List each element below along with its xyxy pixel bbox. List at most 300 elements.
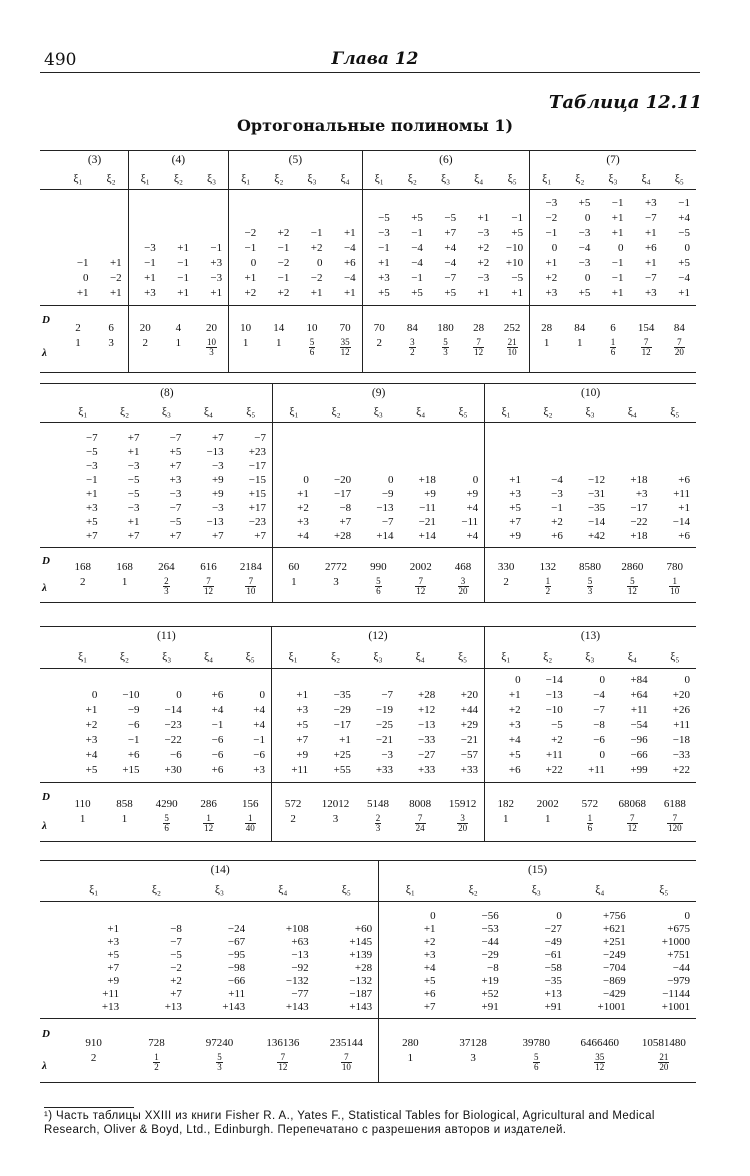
polynomial-value: +7 [296, 734, 309, 746]
polynomial-value: −13 [206, 516, 224, 528]
polynomial-value: +11 [673, 488, 690, 500]
table-panel [40, 860, 696, 1083]
polynomial-value: −2 [244, 227, 257, 239]
polynomial-value: −92 [291, 962, 309, 974]
polynomial-value: +3 [509, 488, 522, 500]
polynomial-value: +5 [508, 749, 521, 761]
lambda-value: 3 [314, 812, 357, 842]
polynomial-value: +108 [285, 923, 309, 935]
polynomial-value: +9 [296, 749, 309, 761]
column-header: ξ₃ [307, 172, 317, 185]
column-header: ξ₁ [272, 647, 315, 669]
polynomial-value: −3 [210, 272, 223, 284]
row-label-blank [40, 880, 62, 902]
polynomial-value: +30 [164, 764, 182, 776]
polynomial-value: +11 [673, 719, 690, 731]
sum-of-squares-value: 286 [188, 783, 230, 812]
polynomial-value: −98 [227, 962, 246, 974]
group-label: (4) [128, 151, 228, 170]
group-label: (7) [530, 151, 696, 170]
sum-of-squares-value: 6 [596, 306, 629, 336]
polynomial-value: +1 [611, 227, 624, 239]
group-label: (14) [62, 861, 378, 880]
column-header: ξ₂ [543, 650, 553, 663]
polynomial-value: −7 [381, 689, 394, 701]
lambda-value: $\frac{7}{12}$ [630, 336, 663, 373]
polynomial-value: −6 [211, 734, 224, 746]
sum-of-squares-value: 84 [563, 306, 596, 336]
polynomial-value: +1 [85, 704, 98, 716]
sum-of-squares-value: 572 [569, 783, 611, 812]
sum-of-squares-value: 10 [229, 306, 263, 336]
polynomial-value: −1 [611, 272, 624, 284]
polynomial-value: +12 [418, 704, 436, 716]
polynomial-value: −29 [481, 949, 499, 961]
polynomial-value: +9 [424, 488, 436, 500]
polynomial-value: −12 [587, 474, 606, 486]
column-header: ξ₂ [575, 172, 585, 185]
column-header: ξ₅ [670, 650, 680, 663]
value-column [329, 190, 363, 306]
column-header: ξ₃ [206, 172, 217, 185]
polynomial-value: −58 [544, 962, 562, 974]
polynomial-value: +91 [481, 1001, 499, 1013]
polynomial-value: −13 [418, 719, 436, 731]
lambda-value: $\frac{7}{12}$ [400, 575, 442, 603]
polynomial-value: −7 [169, 502, 182, 514]
polynomial-value: +2 [477, 242, 490, 254]
polynomial-value: +251 [603, 936, 626, 948]
polynomial-value: +1 [109, 287, 122, 299]
polynomial-value: −54 [630, 719, 648, 731]
polynomial-value: −13 [291, 949, 309, 961]
row-label-blank [40, 170, 61, 190]
polynomial-value: −15 [248, 474, 267, 486]
sum-of-squares-value: 728 [125, 1019, 188, 1051]
polynomial-value: −3 [211, 502, 224, 514]
polynomial-value: 0 [388, 474, 394, 486]
column-header: ξ₅ [674, 172, 684, 185]
sum-of-squares-value: 2860 [611, 548, 653, 575]
polynomial-value: 0 [317, 257, 323, 269]
row-label-lambda: λ [40, 812, 62, 842]
row-label-blank [40, 861, 62, 880]
polynomial-value: −35 [544, 975, 562, 987]
value-column [146, 423, 188, 548]
polynomial-value: +5 [107, 949, 120, 961]
value-column [400, 423, 442, 548]
polynomial-value: −7 [644, 272, 657, 284]
polynomial-value: +55 [333, 764, 351, 776]
polynomial-value: +3 [378, 272, 390, 284]
value-column [442, 902, 505, 1019]
column-header: ξ₂ [119, 650, 130, 663]
polynomial-value: 0 [684, 674, 690, 686]
lambda-value: $\frac{2}{3}$ [357, 812, 399, 842]
column-header: ξ₂ [331, 405, 341, 418]
column-header: ξ₄ [415, 650, 425, 663]
value-column [62, 902, 125, 1019]
polynomial-value: −1 [310, 227, 323, 239]
polynomial-value: −1 [511, 212, 524, 224]
column-header: ξ₂ [468, 883, 478, 896]
polynomial-value: −3 [477, 272, 490, 284]
polynomial-value: +63 [291, 936, 309, 948]
polynomial-value: −5 [127, 474, 140, 486]
polynomial-value: −19 [375, 704, 394, 716]
polynomial-value: −187 [349, 988, 373, 1000]
lambda-value: $\frac{5}{6}$ [505, 1051, 568, 1083]
polynomial-value: +2 [170, 975, 182, 987]
polynomial-value: +99 [630, 764, 648, 776]
sum-of-squares-value: 110 [62, 783, 104, 812]
polynomial-value: +11 [546, 749, 563, 761]
polynomial-value: +1 [76, 287, 89, 299]
sum-of-squares-value: 84 [663, 306, 696, 336]
row-label-d: D [40, 1019, 62, 1051]
value-column [379, 902, 442, 1019]
column-header: ξ₁ [362, 170, 396, 190]
lambda-value: 1 [273, 575, 315, 603]
value-column [630, 190, 663, 306]
polynomial-value: −17 [248, 460, 267, 472]
polynomial-value: −13 [545, 689, 563, 701]
polynomial-value: +3 [210, 257, 223, 269]
polynomial-value: +7 [127, 432, 140, 444]
polynomial-value: +6 [678, 474, 690, 486]
lambda-value: 1 [103, 812, 145, 842]
polynomial-value: +6 [508, 764, 521, 776]
lambda-value: $\frac{1}{40}$ [229, 812, 271, 842]
column-header: ξ₄ [416, 405, 426, 418]
value-column [95, 190, 129, 306]
polynomial-value: −1 [277, 242, 290, 254]
polynomial-value: +621 [603, 923, 626, 935]
polynomial-value: +14 [376, 530, 394, 542]
polynomial-value: +2 [477, 257, 490, 269]
polynomial-value: −53 [481, 923, 499, 935]
polynomial-value: −1 [177, 257, 189, 269]
sum-of-squares-value: 252 [495, 306, 529, 336]
polynomial-value: −66 [630, 749, 648, 761]
lambda-value: $\frac{1}{2}$ [527, 575, 569, 603]
polynomial-value: +1 [177, 242, 189, 254]
lambda-value: $\frac{7}{20}$ [663, 336, 696, 373]
polynomial-value: 0 [472, 474, 479, 486]
polynomial-value: −1144 [662, 988, 690, 1000]
polynomial-value: −869 [603, 975, 626, 987]
polynomial-value: +6 [644, 242, 657, 254]
polynomial-value: 0 [684, 910, 690, 922]
polynomial-value: +3 [296, 704, 309, 716]
polynomial-value: −44 [672, 962, 690, 974]
value-column [262, 190, 295, 306]
polynomial-value: −6 [170, 749, 182, 761]
group-label: (6) [362, 151, 529, 170]
column-header: ξ₃ [585, 405, 595, 418]
polynomial-value: +1 [611, 287, 624, 299]
polynomial-value: +1 [378, 257, 390, 269]
column-header: ξ₄ [203, 405, 214, 418]
value-column [187, 423, 229, 548]
sum-of-squares-value: 2002 [527, 783, 569, 812]
column-header: ξ₃ [214, 883, 225, 896]
polynomial-value: +5 [169, 446, 182, 458]
polynomial-value: −5 [169, 516, 182, 528]
polynomial-value: −1 [411, 227, 423, 239]
lambda-value: $\frac{21}{10}$ [495, 336, 529, 373]
polynomial-value: +64 [630, 689, 648, 701]
sum-of-squares-value: 8580 [569, 548, 611, 575]
polynomial-value: +2 [545, 272, 558, 284]
polynomial-value: −22 [164, 734, 182, 746]
polynomial-value: +11 [291, 764, 309, 776]
polynomial-value: −1 [210, 242, 223, 254]
polynomial-value: +4 [508, 734, 521, 746]
column-header: ξ₃ [531, 883, 541, 896]
polynomial-value: −1 [244, 242, 257, 254]
group-label: (13) [484, 627, 696, 647]
footnote: ¹) Часть таблицы XXIII из книги Fisher R. A., Yates F., Statistical Tables for Biological, Agricultural and Medical Research, Oliver & Boyd, Ltd., Edinburgh. Перепечатано с разрешения авторов и издателей. [44, 1110, 655, 1136]
polynomial-value: 0 [250, 257, 257, 269]
polynomial-value: −13 [376, 502, 394, 514]
lambda-value: 1 [61, 336, 94, 373]
polynomial-value: −10 [122, 689, 140, 701]
polynomial-value: +33 [375, 764, 394, 776]
polynomial-value: −96 [630, 734, 648, 746]
column-header: ξ₅ [245, 650, 255, 663]
polynomial-value: 0 [83, 272, 89, 284]
row-label-lambda: λ [40, 575, 62, 603]
sum-of-squares-value: 70 [329, 306, 363, 336]
polynomial-value: +7 [107, 962, 120, 974]
polynomial-value: +4 [466, 502, 479, 514]
polynomial-value: +5 [378, 287, 390, 299]
polynomial-value: −3 [144, 242, 156, 254]
polynomial-value: −6 [211, 749, 224, 761]
polynomial-value: +2 [508, 704, 521, 716]
polynomial-value: −1 [551, 502, 563, 514]
polynomial-value: −33 [672, 749, 690, 761]
polynomial-value: −3 [578, 257, 591, 269]
polynomial-value: 0 [556, 910, 562, 922]
polynomial-value: +1 [644, 257, 657, 269]
polynomial-value: −23 [248, 516, 267, 528]
lambda-value: $\frac{7}{12}$ [611, 812, 654, 842]
polynomial-value: +7 [127, 530, 140, 542]
polynomial-value: −10 [505, 242, 524, 254]
column-header: ξ₃ [585, 650, 595, 663]
value-column [611, 423, 653, 548]
polynomial-value: +7 [339, 516, 352, 528]
polynomial-value: +7 [423, 1001, 436, 1013]
value-column [146, 669, 188, 783]
column-header: ξ₄ [474, 172, 484, 185]
value-column [654, 669, 696, 783]
polynomial-value: +5 [85, 516, 98, 528]
polynomial-value: −1 [177, 272, 189, 284]
column-header: ξ₃ [373, 650, 383, 663]
row-label-blank [40, 151, 61, 170]
polynomial-value: −17 [333, 719, 351, 731]
lambda-value: $\frac{1}{10}$ [654, 575, 696, 603]
polynomial-value: +1 [127, 446, 140, 458]
polynomial-value: −3 [85, 460, 98, 472]
polynomial-value: −6 [127, 719, 140, 731]
column-header: ξ₂ [543, 405, 553, 418]
polynomial-value: −7 [444, 272, 457, 284]
lambda-value: 3 [442, 1051, 505, 1083]
sum-of-squares-value: 28 [530, 306, 564, 336]
column-header: ξ₂ [106, 172, 116, 185]
group-label: (9) [273, 384, 485, 403]
lambda-value: $\frac{10}{3}$ [195, 336, 229, 373]
polynomial-value: −27 [544, 923, 562, 935]
polynomial-value: +9 [466, 488, 479, 500]
polynomial-value: +28 [333, 530, 352, 542]
value-column [362, 190, 396, 306]
polynomial-value: −1 [411, 272, 423, 284]
polynomial-value: +17 [248, 502, 267, 514]
polynomial-value: +2 [551, 516, 563, 528]
polynomial-value: −49 [544, 936, 562, 948]
polynomial-value: +18 [418, 474, 436, 486]
value-column [505, 902, 568, 1019]
polynomial-value: −132 [349, 975, 373, 987]
polynomial-value: +60 [354, 923, 373, 935]
polynomial-value: 0 [618, 242, 624, 254]
lambda-value: 1 [104, 575, 146, 603]
polynomial-value: +9 [107, 975, 120, 987]
sum-of-squares-value: 6 [95, 306, 129, 336]
lambda-value: 2 [62, 575, 104, 603]
polynomial-value: +2 [310, 242, 323, 254]
polynomial-value: −7 [381, 516, 394, 528]
polynomial-value: +1 [127, 516, 140, 528]
polynomial-value: +1 [611, 212, 624, 224]
lambda-value: 1 [229, 336, 263, 373]
sum-of-squares-value: 616 [187, 548, 229, 575]
value-column [611, 669, 654, 783]
polynomial-value: +3 [85, 502, 98, 514]
polynomial-value: −5 [170, 949, 182, 961]
sum-of-squares-value: 132 [527, 548, 569, 575]
lambda-value: $\frac{3}{20}$ [442, 575, 485, 603]
sum-of-squares-value: 10 [295, 306, 328, 336]
polynomial-value: −7 [644, 212, 657, 224]
value-column [230, 423, 273, 548]
polynomial-value: 0 [91, 689, 98, 701]
column-header: ξ₄ [340, 172, 350, 185]
polynomial-value: −3 [211, 460, 224, 472]
polynomial-value: −7 [593, 704, 605, 716]
sum-of-squares-value: 28 [462, 306, 495, 336]
column-header: ξ₁ [485, 403, 527, 423]
column-header: ξ₁ [128, 170, 162, 190]
sum-of-squares-value: 280 [379, 1019, 442, 1051]
lambda-value: 1 [530, 336, 564, 373]
polynomial-value: +6 [423, 988, 436, 1000]
polynomial-value: −7 [85, 432, 98, 444]
table-label: Таблица 12.11 [548, 92, 702, 113]
polynomial-value: +5 [444, 287, 457, 299]
polynomial-value: +22 [545, 764, 563, 776]
polynomial-value: +9 [211, 488, 224, 500]
value-column [62, 423, 104, 548]
polynomial-value: −3 [381, 749, 394, 761]
polynomial-value: +7 [85, 530, 98, 542]
polynomial-value: +3 [423, 949, 436, 961]
polynomial-value: +6 [127, 749, 140, 761]
polynomial-value: +20 [460, 689, 478, 701]
polynomial-value: −27 [418, 749, 436, 761]
lambda-value: $\frac{7}{10}$ [315, 1051, 379, 1083]
polynomial-value: +84 [630, 674, 648, 686]
value-column [462, 190, 495, 306]
lambda-value: $\frac{5}{3}$ [188, 1051, 251, 1083]
lambda-value: $\frac{7}{12}$ [187, 575, 229, 603]
polynomial-value: −14 [164, 704, 182, 716]
value-column [128, 190, 162, 306]
polynomial-value: −7 [169, 432, 182, 444]
column-header: ξ₁ [78, 405, 88, 418]
sum-of-squares-value: 858 [103, 783, 145, 812]
polynomial-value: −9 [381, 488, 394, 500]
sum-of-squares-value: 39780 [505, 1019, 568, 1051]
polynomial-value: +7 [169, 460, 182, 472]
column-header: ξ₅ [507, 172, 517, 185]
polynomial-value: +4 [678, 212, 690, 224]
group-label: (5) [229, 151, 363, 170]
polynomial-value: +143 [222, 1001, 246, 1013]
row-label-blank [40, 190, 61, 306]
polynomial-value: +13 [164, 1001, 182, 1013]
value-column [315, 902, 379, 1019]
polynomial-value: +15 [248, 488, 267, 500]
value-column [61, 190, 94, 306]
polynomial-value: −5 [511, 272, 524, 284]
polynomial-value: +3 [85, 734, 98, 746]
table-panel [40, 626, 696, 842]
polynomial-value: +28 [418, 689, 436, 701]
polynomial-value: +2 [277, 287, 290, 299]
lambda-value: 1 [484, 812, 526, 842]
value-column [495, 190, 529, 306]
lambda-value: 2 [272, 812, 315, 842]
sum-of-squares-value: 168 [104, 548, 146, 575]
polynomial-value: −1 [678, 197, 690, 209]
sum-of-squares-value: 2002 [400, 548, 442, 575]
polynomial-value: −5 [444, 212, 457, 224]
column-header: ξ₄ [203, 650, 214, 663]
sum-of-squares-value: 2772 [315, 548, 357, 575]
row-label-blank [40, 669, 62, 783]
polynomial-value: −429 [603, 988, 626, 1000]
polynomial-value: +1 [678, 502, 690, 514]
polynomial-value: +1 [339, 734, 351, 746]
value-column [563, 190, 596, 306]
column-header: ξ₂ [330, 650, 341, 663]
polynomial-value: +2 [85, 719, 98, 731]
polynomial-value: −35 [333, 689, 351, 701]
value-column [315, 423, 357, 548]
polynomial-value: +1 [85, 488, 98, 500]
sum-of-squares-value: 20 [128, 306, 162, 336]
polynomial-value: −66 [227, 975, 246, 987]
row-label-blank [40, 902, 62, 1019]
polynomial-value: −1 [76, 257, 89, 269]
polynomial-value: −14 [672, 516, 690, 528]
